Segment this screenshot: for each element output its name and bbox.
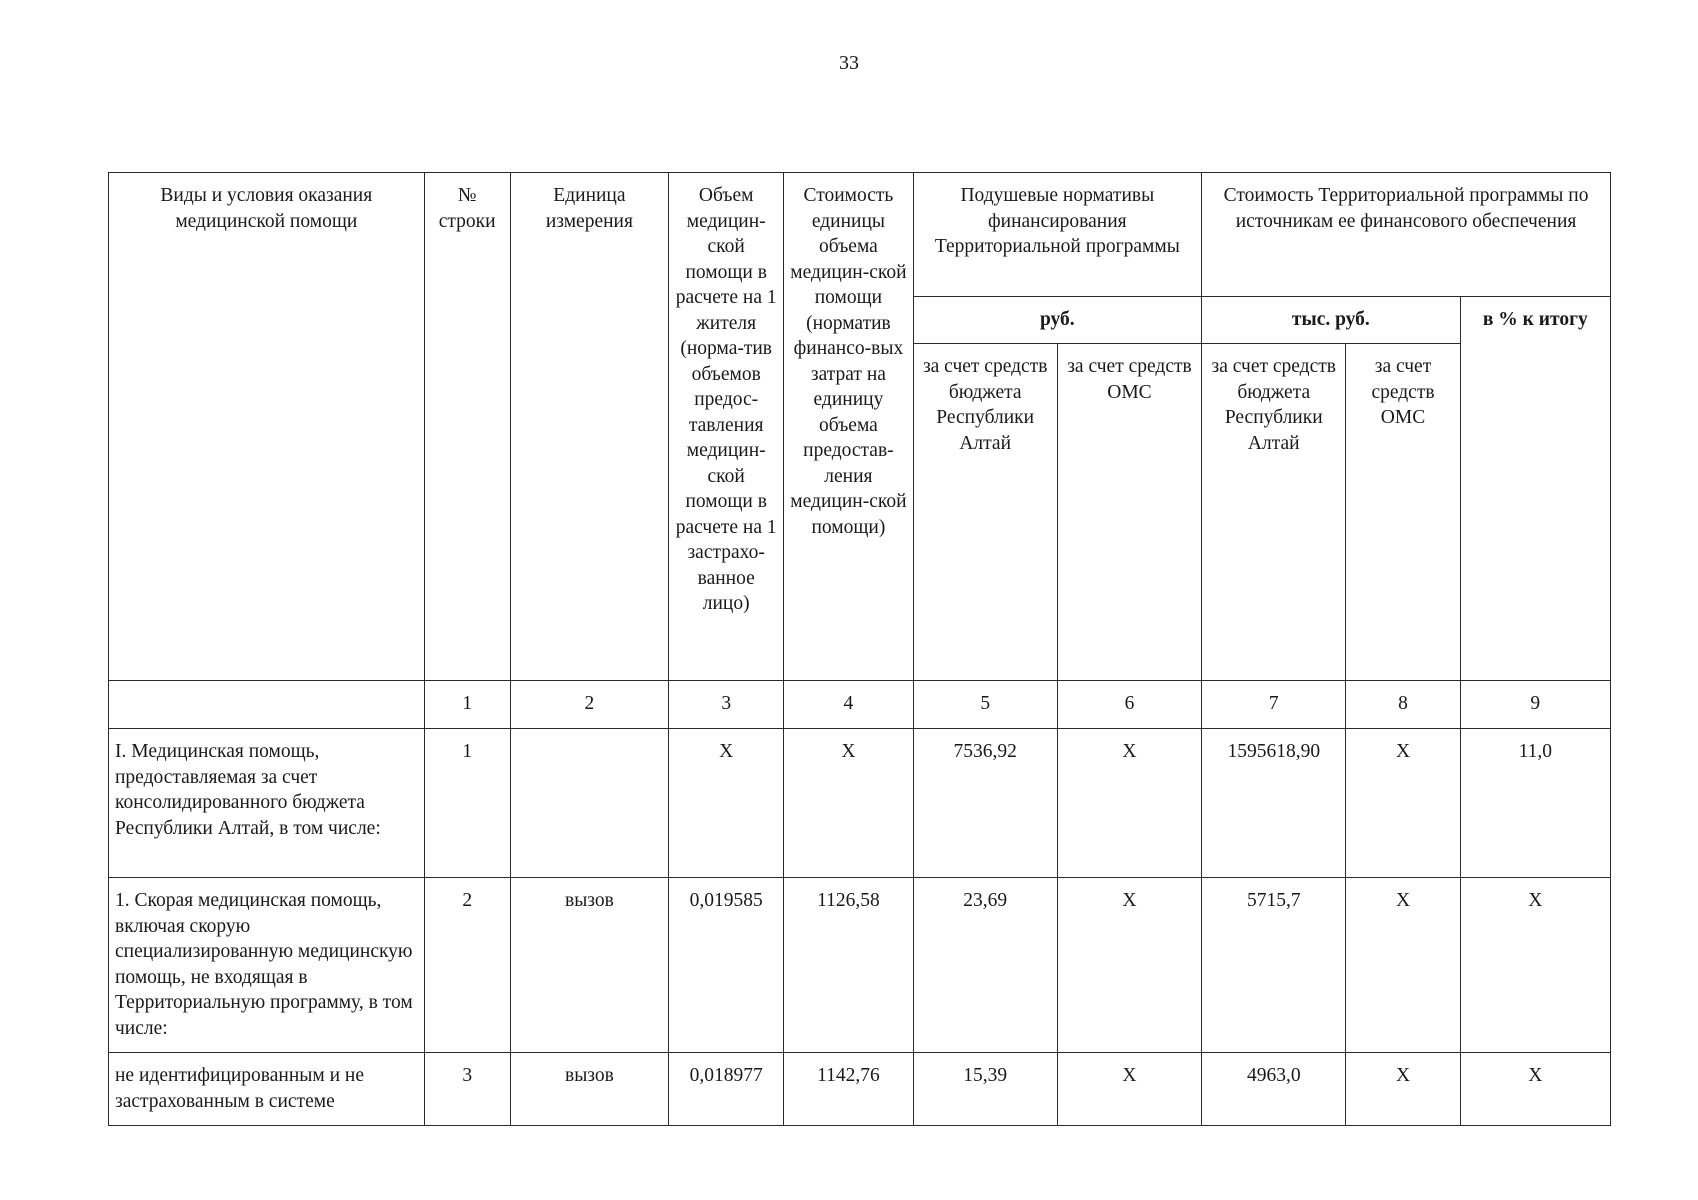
row-total-budget: 1595618,90 — [1202, 729, 1346, 878]
colnum-cell: 9 — [1460, 681, 1610, 729]
row-unit: вызов — [510, 878, 668, 1053]
header-norm-oms: за счет средств ОМС — [1057, 344, 1201, 681]
table-row — [109, 1053, 1611, 1126]
header-total-oms: за счет средств ОМС — [1346, 344, 1460, 681]
row-description: I. Медицинская помощь, предоставляемая за счет консолидированного бюджета Республики Алтай, в том числе: — [109, 729, 425, 878]
row-line-number: 3 — [424, 1053, 510, 1126]
row-cost: X — [784, 729, 913, 878]
header-cost-group: Стоимость Территориальной программы по источникам ее финансового обеспечения — [1202, 173, 1611, 297]
header-line-number: № строки — [424, 173, 510, 681]
row-total-budget: 5715,7 — [1202, 878, 1346, 1053]
header-norm-budget: за счет средств бюджета Республики Алтай — [913, 344, 1057, 681]
row-total-oms: X — [1346, 878, 1460, 1053]
row-line-number: 2 — [424, 878, 510, 1053]
colnum-cell: 5 — [913, 681, 1057, 729]
colnum-cell: 4 — [784, 681, 913, 729]
row-total-budget: 4963,0 — [1202, 1053, 1346, 1126]
header-total-budget: за счет средств бюджета Республики Алтай — [1202, 344, 1346, 681]
colnum-cell: 3 — [669, 681, 784, 729]
row-percent: X — [1460, 1053, 1610, 1126]
header-percent: в % к итогу — [1460, 297, 1610, 681]
financing-table — [108, 172, 1611, 1126]
row-norm-oms: X — [1057, 1053, 1201, 1126]
row-cost: 1126,58 — [784, 878, 913, 1053]
row-unit — [510, 729, 668, 878]
row-norm-budget: 7536,92 — [913, 729, 1057, 878]
colnum-cell: 8 — [1346, 681, 1460, 729]
row-volume: X — [669, 729, 784, 878]
row-unit: вызов — [510, 1053, 668, 1126]
row-total-oms: X — [1346, 729, 1460, 878]
table-row — [109, 729, 1611, 878]
row-norm-budget: 15,39 — [913, 1053, 1057, 1126]
colnum-cell: 7 — [1202, 681, 1346, 729]
row-volume: 0,018977 — [669, 1053, 784, 1126]
table-row — [109, 878, 1611, 1053]
row-percent: 11,0 — [1460, 729, 1610, 878]
row-norm-budget: 23,69 — [913, 878, 1057, 1053]
row-total-oms: X — [1346, 1053, 1460, 1126]
row-norm-oms: X — [1057, 878, 1201, 1053]
row-volume: 0,019585 — [669, 878, 784, 1053]
header-norms-group: Подушевые нормативы финансирования Территориальной программы — [913, 173, 1202, 297]
colnum-cell — [109, 681, 425, 729]
colnum-cell: 6 — [1057, 681, 1201, 729]
header-rub: руб. — [913, 297, 1202, 344]
row-description: не идентифицированным и не застрахованным в системе — [109, 1053, 425, 1126]
header-unit: Единица измерения — [510, 173, 668, 681]
column-numbers-row — [109, 681, 1611, 729]
header-cost: Стоимость единицы объема медицин-ской помощи (норматив финансо-вых затрат на единицу объема предостав-ления медицин-ской помощи) — [784, 173, 913, 681]
colnum-cell: 2 — [510, 681, 668, 729]
row-cost: 1142,76 — [784, 1053, 913, 1126]
colnum-cell: 1 — [424, 681, 510, 729]
header-type: Виды и условия оказания медицинской помощи — [109, 173, 425, 681]
row-percent: X — [1460, 878, 1610, 1053]
row-description: 1. Скорая медицинская помощь, включая скорую специализированную медицинскую помощь, не входящая в Территориальную программу, в том числе: — [109, 878, 425, 1053]
header-volume: Объем медицин-ской помощи в расчете на 1 жителя (норма-тив объемов предос-тавления медицин-ской помощи в расчете на 1 застрахо-ванное лицо) — [669, 173, 784, 681]
row-line-number: 1 — [424, 729, 510, 878]
page-number: 33 — [839, 52, 859, 74]
row-norm-oms: X — [1057, 729, 1201, 878]
header-thous-rub: тыс. руб. — [1202, 297, 1461, 344]
